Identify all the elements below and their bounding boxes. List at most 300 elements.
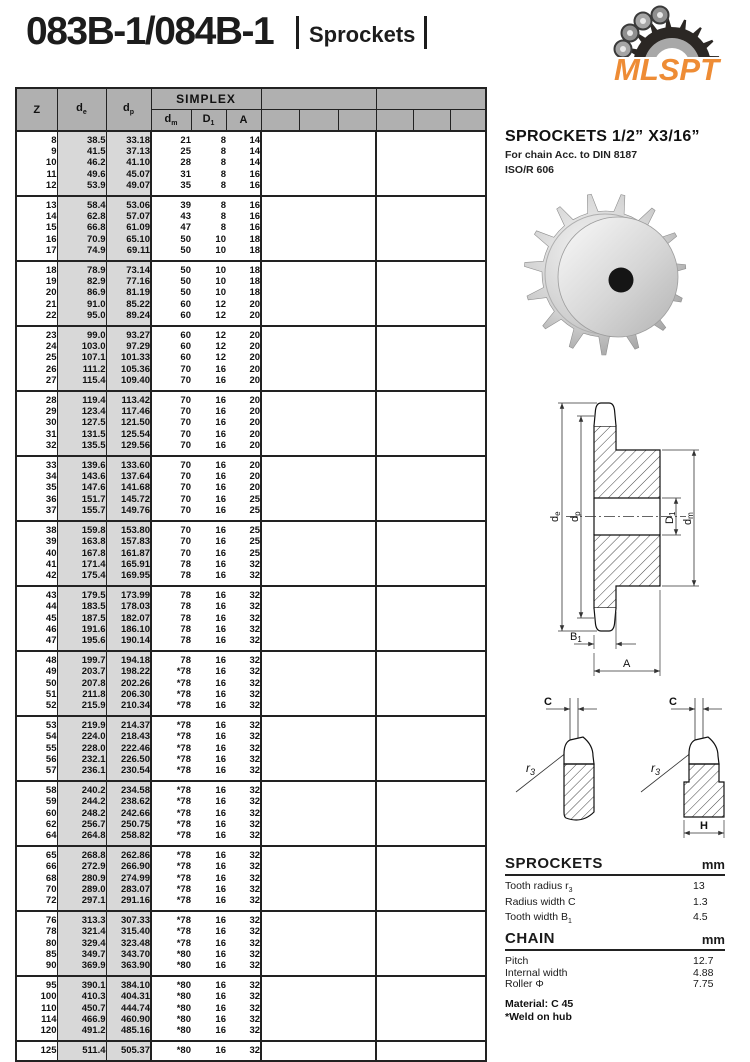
cell-a: 20 — [226, 352, 261, 363]
cell-blank — [376, 440, 486, 456]
cell-a: 20 — [226, 375, 261, 391]
cell-de: 313.3 — [57, 911, 106, 926]
cell-de: 46.2 — [57, 157, 106, 168]
cell-dp: 33.18 — [106, 131, 151, 146]
cell-de: 53.9 — [57, 180, 106, 196]
cell-dp: 85.22 — [106, 299, 151, 310]
cell-dp: 343.70 — [106, 949, 151, 960]
cell-de: 369.9 — [57, 960, 106, 976]
cell-z: 50 — [16, 678, 57, 689]
cell-dm: 60 — [180, 309, 191, 321]
cell-dp: 113.42 — [106, 391, 151, 406]
cell-blank — [261, 211, 376, 222]
cell-blank — [376, 364, 486, 375]
cell-a: 20 — [226, 440, 261, 456]
cell-blank — [261, 196, 376, 211]
cell-d1: 8 — [220, 135, 226, 146]
cell-d1: 16 — [215, 980, 226, 992]
cell-dp: 226.50 — [106, 754, 151, 765]
cell-a: 32 — [226, 754, 261, 765]
cell-d1: 10 — [215, 265, 226, 277]
cell-d1: 16 — [215, 612, 226, 624]
cell-z: 23 — [16, 326, 57, 341]
cell-a: 32 — [226, 1041, 261, 1061]
cell-blank — [261, 624, 376, 635]
column-header-simplex: SIMPLEX — [151, 88, 261, 110]
cell-dp: 69.11 — [106, 245, 151, 261]
cell-dp: 230.54 — [106, 765, 151, 781]
cell-dm: *78 — [176, 926, 191, 938]
cell-blank — [376, 471, 486, 482]
cell-z: 31 — [16, 429, 57, 440]
cell-de: 224.0 — [57, 731, 106, 742]
cell-blank — [261, 180, 376, 196]
column-header-dp: $d_p$ — [106, 88, 151, 131]
cell-blank — [261, 700, 376, 716]
cell-de: 248.2 — [57, 808, 106, 819]
cell-a: 25 — [226, 548, 261, 559]
cell-blank — [376, 1025, 486, 1041]
cell-dm: 70 — [180, 406, 191, 418]
cell-de: 103.0 — [57, 341, 106, 352]
column-header-de: $d_e$ — [57, 88, 106, 131]
cell-blank — [376, 976, 486, 991]
table-row — [16, 364, 486, 375]
mlspt-logo — [596, 4, 746, 84]
cell-dm: 50 — [180, 233, 191, 245]
cell-de: 70.9 — [57, 234, 106, 245]
cell-z: 43 — [16, 586, 57, 601]
cell-blank — [261, 505, 376, 521]
sprockets-spec-section — [505, 855, 725, 928]
cell-d1: 12 — [215, 352, 226, 364]
cell-de: 49.6 — [57, 169, 106, 180]
sprockets-spec-title: SPROCKETS — [505, 855, 603, 872]
cell-blank — [261, 731, 376, 742]
table-row — [16, 261, 486, 276]
cell-blank — [261, 796, 376, 807]
material-line: Material: C 45 — [505, 998, 574, 1010]
cell-dm: 70 — [180, 363, 191, 375]
table-row — [16, 781, 486, 796]
cell-d1: 16 — [215, 742, 226, 754]
cell-dm: 78 — [180, 623, 191, 635]
cell-blank — [376, 234, 486, 245]
cell-z: 56 — [16, 754, 57, 765]
cell-z: 15 — [16, 222, 57, 233]
cell-dm: 25 — [180, 146, 191, 158]
cell-a: 32 — [226, 884, 261, 895]
table-row — [16, 976, 486, 991]
cell-dm: *80 — [176, 980, 191, 992]
cell-z: 37 — [16, 505, 57, 521]
cell-d1: 16 — [215, 590, 226, 602]
cell-z: 39 — [16, 536, 57, 547]
cell-d1: 16 — [215, 699, 226, 711]
cell-a: 18 — [226, 287, 261, 298]
cell-blank — [261, 406, 376, 417]
cell-blank — [261, 234, 376, 245]
cell-d1: 16 — [215, 460, 226, 472]
cell-dp: 173.99 — [106, 586, 151, 601]
cell-z: 35 — [16, 482, 57, 493]
cell-blank — [376, 494, 486, 505]
cell-blank — [261, 911, 376, 926]
cell-dm: 70 — [180, 460, 191, 472]
cell-d1: 16 — [215, 655, 226, 667]
cell-a: 32 — [226, 601, 261, 612]
cell-blank — [261, 765, 376, 781]
cell-dm: *80 — [176, 1013, 191, 1025]
cell-dp: 49.07 — [106, 180, 151, 196]
table-row — [16, 146, 486, 157]
cell-blank — [261, 169, 376, 180]
cell-dm: 78 — [180, 601, 191, 613]
cell-d1: 16 — [215, 482, 226, 494]
table-row — [16, 861, 486, 872]
cell-de: 236.1 — [57, 765, 106, 781]
cell-blank — [261, 716, 376, 731]
cell-dm: 78 — [180, 590, 191, 602]
cell-dp: 202.26 — [106, 678, 151, 689]
cell-dm: 78 — [180, 558, 191, 570]
cell-blank — [376, 1014, 486, 1025]
cell-blank — [376, 299, 486, 310]
cell-blank — [376, 276, 486, 287]
cell-d1: 16 — [215, 406, 226, 418]
cell-z: 66 — [16, 861, 57, 872]
chain-info-block — [505, 128, 735, 176]
cell-z: 52 — [16, 700, 57, 716]
sprocket-bore — [609, 268, 634, 293]
column-header-blank-group-2 — [376, 88, 486, 110]
cell-de: 219.9 — [57, 716, 106, 731]
cell-a: 32 — [226, 651, 261, 666]
cell-blank — [261, 417, 376, 428]
cell-blank — [376, 991, 486, 1002]
cell-d1: 8 — [220, 211, 226, 223]
cell-z: 95 — [16, 976, 57, 991]
cell-de: 410.3 — [57, 991, 106, 1002]
table-row — [16, 754, 486, 765]
cell-dm: *78 — [176, 807, 191, 819]
cell-dp: 266.90 — [106, 861, 151, 872]
cell-z: 51 — [16, 689, 57, 700]
cell-blank — [261, 482, 376, 493]
cell-d1: 10 — [215, 233, 226, 245]
cell-z: 8 — [16, 131, 57, 146]
table-row — [16, 716, 486, 731]
cell-d1: 8 — [220, 179, 226, 191]
cell-dm: *78 — [176, 894, 191, 906]
cell-dp: 384.10 — [106, 976, 151, 991]
cell-dm: 21 — [180, 135, 191, 146]
cell-dm: 70 — [180, 374, 191, 386]
cell-blank — [261, 819, 376, 830]
table-row — [16, 326, 486, 341]
dim-label-a: A — [623, 658, 631, 670]
cell-a: 32 — [226, 861, 261, 872]
table-row — [16, 808, 486, 819]
cell-blank — [261, 131, 376, 146]
cell-a: 20 — [226, 299, 261, 310]
cell-blank — [261, 991, 376, 1002]
cell-dp: 145.72 — [106, 494, 151, 505]
cell-z: 30 — [16, 417, 57, 428]
cell-de: 199.7 — [57, 651, 106, 666]
cell-dm: 70 — [180, 525, 191, 537]
cell-blank — [376, 429, 486, 440]
table-row — [16, 1003, 486, 1014]
cell-z: 47 — [16, 635, 57, 651]
table-row — [16, 341, 486, 352]
cell-d1: 16 — [215, 720, 226, 732]
table-group — [16, 391, 486, 456]
cell-dp: 274.99 — [106, 873, 151, 884]
cell-z: 114 — [16, 1014, 57, 1025]
cell-blank — [261, 743, 376, 754]
table-row — [16, 505, 486, 521]
cell-dm: *80 — [176, 1025, 191, 1037]
cell-a: 32 — [226, 624, 261, 635]
table-row — [16, 471, 486, 482]
cell-blank — [261, 666, 376, 677]
cell-d1: 16 — [215, 417, 226, 429]
cell-z: 28 — [16, 391, 57, 406]
cell-d1: 16 — [215, 926, 226, 938]
table-row — [16, 651, 486, 666]
cell-d1: 16 — [215, 1025, 226, 1037]
cell-a: 32 — [226, 613, 261, 624]
cell-d1: 16 — [215, 677, 226, 689]
cell-a: 20 — [226, 391, 261, 406]
cell-d1: 12 — [215, 341, 226, 353]
cell-d1: 16 — [215, 894, 226, 906]
cell-blank — [261, 352, 376, 363]
cell-d1: 8 — [220, 200, 226, 212]
table-row — [16, 299, 486, 310]
cell-d1: 16 — [215, 861, 226, 873]
cell-dm: 31 — [180, 168, 191, 180]
table-row — [16, 731, 486, 742]
cell-a: 32 — [226, 781, 261, 796]
cell-dp: 101.33 — [106, 352, 151, 363]
cell-dm: *78 — [176, 764, 191, 776]
cell-blank — [261, 261, 376, 276]
cell-blank — [376, 287, 486, 298]
cell-blank — [261, 846, 376, 861]
table-row — [16, 1041, 486, 1061]
column-header-blank-group-1 — [261, 88, 376, 110]
cell-blank — [376, 754, 486, 765]
cell-dm: 70 — [180, 482, 191, 494]
cell-dp: 57.07 — [106, 211, 151, 222]
dim-label-b1: B1 — [570, 631, 582, 644]
sprocket-dimension-table — [15, 87, 487, 1062]
cell-z: 48 — [16, 651, 57, 666]
table-row — [16, 406, 486, 417]
cell-blank — [261, 287, 376, 298]
cell-blank — [376, 796, 486, 807]
table-group — [16, 976, 486, 1041]
cell-dm: 78 — [180, 634, 191, 646]
cell-dp: 137.64 — [106, 471, 151, 482]
cell-de: 211.8 — [57, 689, 106, 700]
cell-de: 256.7 — [57, 819, 106, 830]
table-row — [16, 287, 486, 298]
cell-blank — [261, 651, 376, 666]
cell-a: 32 — [226, 991, 261, 1002]
cell-a: 18 — [226, 234, 261, 245]
cell-dm: 70 — [180, 504, 191, 516]
cell-a: 16 — [226, 222, 261, 233]
spec-value: 7.75 — [693, 978, 714, 990]
cell-d1: 16 — [215, 428, 226, 440]
cell-dp: 315.40 — [106, 926, 151, 937]
cell-a: 32 — [226, 666, 261, 677]
cell-de: 349.7 — [57, 949, 106, 960]
cell-de: 111.2 — [57, 364, 106, 375]
cell-blank — [376, 586, 486, 601]
cell-dp: 234.58 — [106, 781, 151, 796]
cell-de: 107.1 — [57, 352, 106, 363]
cell-a: 20 — [226, 364, 261, 375]
cell-dp: 262.86 — [106, 846, 151, 861]
cell-dm: 50 — [180, 276, 191, 288]
dim-label-r3: $r_3$ — [526, 761, 536, 777]
cell-blank — [376, 700, 486, 716]
table-row — [16, 635, 486, 651]
cell-dp: 153.80 — [106, 521, 151, 536]
cell-blank — [376, 169, 486, 180]
cell-de: 163.8 — [57, 536, 106, 547]
table-row — [16, 234, 486, 245]
cell-dp: 323.48 — [106, 938, 151, 949]
cell-dp: 505.37 — [106, 1041, 151, 1061]
cell-dp: 444.74 — [106, 1003, 151, 1014]
cell-z: 9 — [16, 146, 57, 157]
cell-de: 99.0 — [57, 326, 106, 341]
cell-a: 20 — [226, 310, 261, 326]
cell-a: 32 — [226, 1003, 261, 1014]
cell-blank — [376, 819, 486, 830]
cell-dp: 404.31 — [106, 991, 151, 1002]
cell-de: 143.6 — [57, 471, 106, 482]
column-header-a: A — [226, 110, 261, 132]
sprockets-spec-unit: mm — [701, 857, 725, 872]
cell-dp: 198.22 — [106, 666, 151, 677]
dim-label-c: C — [669, 696, 677, 708]
cell-de: 264.8 — [57, 830, 106, 846]
cell-d1: 16 — [215, 731, 226, 743]
cell-blank — [261, 861, 376, 872]
cell-dm: 39 — [180, 200, 191, 212]
cell-dp: 77.16 — [106, 276, 151, 287]
table-group — [16, 781, 486, 846]
cell-dp: 485.16 — [106, 1025, 151, 1041]
table-row — [16, 131, 486, 146]
cell-d1: 16 — [215, 395, 226, 407]
spec-value: 1.3 — [693, 895, 708, 908]
cell-blank — [261, 521, 376, 536]
cell-blank — [261, 146, 376, 157]
cell-z: 45 — [16, 613, 57, 624]
cell-z: 120 — [16, 1025, 57, 1041]
cell-blank — [261, 754, 376, 765]
cell-dp: 214.37 — [106, 716, 151, 731]
cell-dp: 53.06 — [106, 196, 151, 211]
cell-dm: 78 — [180, 612, 191, 624]
spec-row-internal-width: Internal width 4.88 — [505, 968, 725, 980]
cell-d1: 10 — [215, 244, 226, 256]
cell-dp: 182.07 — [106, 613, 151, 624]
cell-blank — [376, 570, 486, 586]
cell-dm: 50 — [180, 265, 191, 277]
cell-dp: 141.68 — [106, 482, 151, 493]
cell-dp: 61.09 — [106, 222, 151, 233]
spec-value: 12.7 — [693, 955, 714, 967]
column-header-blank — [376, 110, 413, 132]
cell-blank — [376, 960, 486, 976]
cell-dm: *78 — [176, 796, 191, 808]
cell-dm: 60 — [180, 330, 191, 342]
table-row — [16, 830, 486, 846]
cell-blank — [261, 1003, 376, 1014]
cell-de: 147.6 — [57, 482, 106, 493]
table-group — [16, 456, 486, 521]
chain-spec-unit: mm — [701, 932, 725, 947]
cell-blank — [376, 352, 486, 363]
cell-blank — [376, 536, 486, 547]
cell-z: 58 — [16, 781, 57, 796]
cell-z: 90 — [16, 960, 57, 976]
cell-d1: 16 — [215, 666, 226, 678]
cell-blank — [376, 781, 486, 796]
cell-d1: 8 — [220, 157, 226, 169]
cell-d1: 8 — [220, 222, 226, 234]
cell-blank — [376, 482, 486, 493]
cell-z: 40 — [16, 548, 57, 559]
table-row — [16, 276, 486, 287]
info-line-iso: ISO/R 606 — [505, 164, 555, 176]
cell-dp: 125.54 — [106, 429, 151, 440]
cell-d1: 16 — [215, 547, 226, 559]
cell-a: 16 — [226, 180, 261, 196]
cell-z: 18 — [16, 261, 57, 276]
cell-blank — [261, 456, 376, 471]
cell-a: 32 — [226, 743, 261, 754]
cell-de: 450.7 — [57, 1003, 106, 1014]
cell-blank — [376, 861, 486, 872]
cell-blank — [261, 938, 376, 949]
table-row — [16, 938, 486, 949]
cell-dp: 81.19 — [106, 287, 151, 298]
cell-d1: 12 — [215, 309, 226, 321]
cell-blank — [376, 1041, 486, 1061]
cell-blank — [261, 895, 376, 911]
cell-d1: 16 — [215, 872, 226, 884]
table-row — [16, 884, 486, 895]
cell-blank — [376, 808, 486, 819]
table-row — [16, 796, 486, 807]
cell-dm: 50 — [180, 244, 191, 256]
cell-de: 289.0 — [57, 884, 106, 895]
cell-z: 14 — [16, 211, 57, 222]
cell-dp: 73.14 — [106, 261, 151, 276]
cell-blank — [261, 1014, 376, 1025]
cell-d1: 16 — [215, 915, 226, 927]
cell-d1: 16 — [215, 785, 226, 797]
